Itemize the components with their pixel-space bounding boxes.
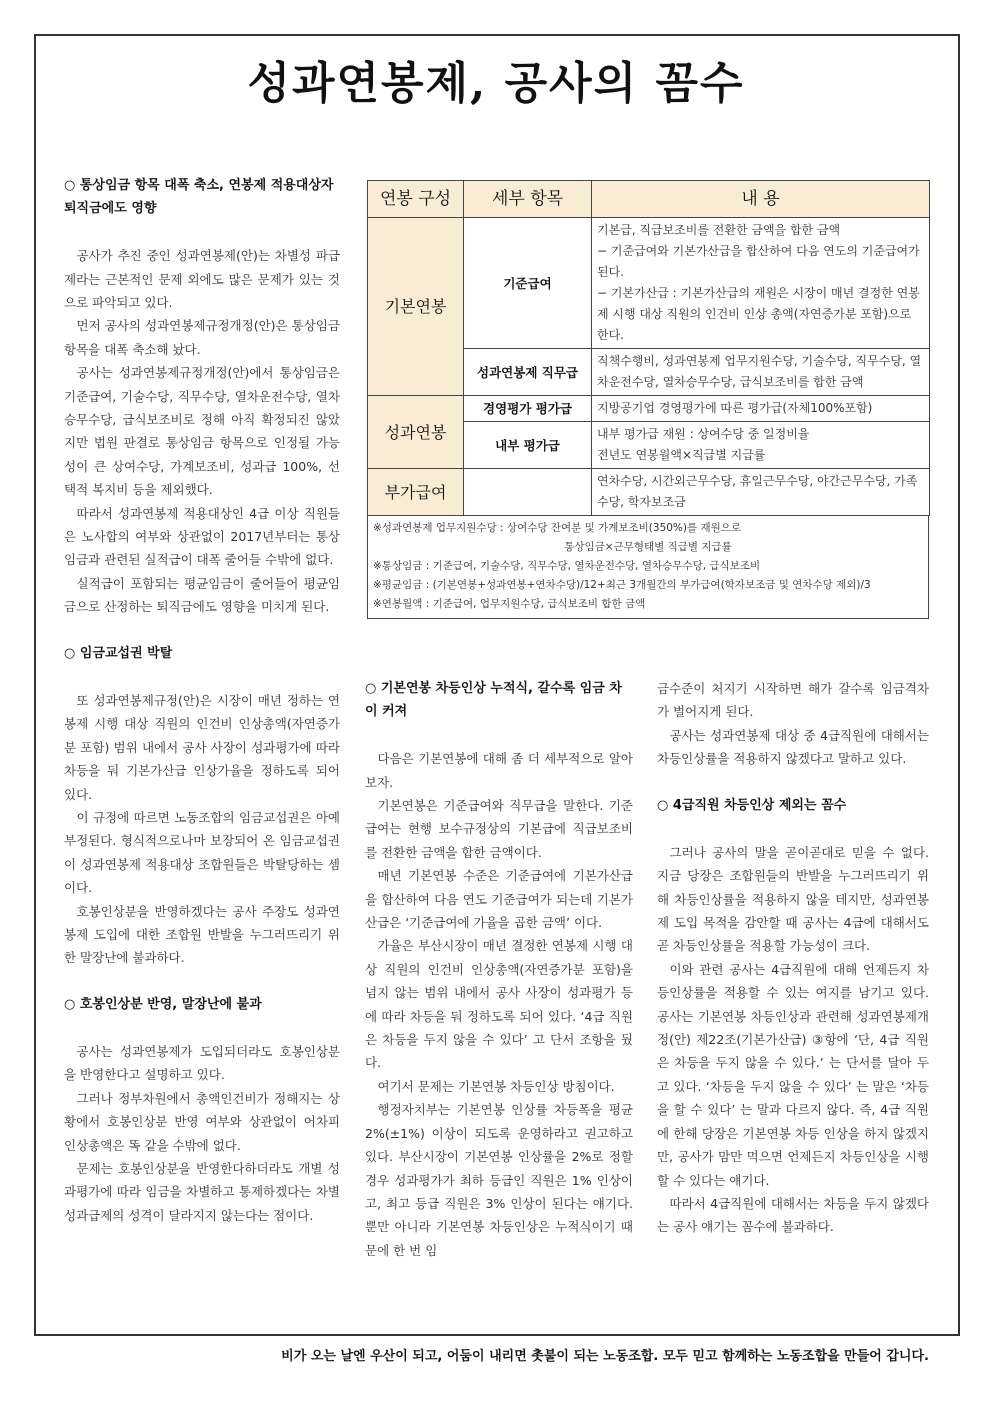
paragraph: 기본연봉은 기준급여와 직무급을 말한다. 기준급여는 현행 보수규정상의 기본급에 직급보조비를 전환한 금액을 합한 금액이다. [365,798,633,860]
item-cell: 기준급여 [464,218,592,349]
table-header: 연봉 구성 [368,181,464,218]
note-line: ※평균임금 : (기본연봉+성과연봉+연차수당)/12+최근 3개월간의 부가급여(학자보조금 및 연차수당 제외)/3 [373,579,871,591]
paragraph: 공사는 성과연봉제 대상 중 4급직원에 대해서는 차등인상률을 적용하지 않겠다고 말하고 있다. [657,727,929,767]
column-middle [365,677,633,1262]
group-cell: 성과연봉 [368,396,464,469]
note-line: ※연봉월액 : 기준급여, 업무지원수당, 급식보조비 합한 금액 [373,598,646,610]
paragraph: 공사가 추진 중인 성과연봉제(안)는 차별성 파급제라는 근본적인 문제 외에도 많은 문제가 있는 것으로 파악되고 있다. [64,248,340,311]
table-header: 세부 항목 [464,181,592,218]
paragraph: 공사는 성과연봉제규정개정(안)에서 통상임금은 기준급여, 기술수당, 직무수당, 열차운전수당, 열차승무수당, 급식보조비로 정해 아직 확정되진 않았지만 법원 판결로 통상임금 항목으로 인정될 가능성이 큰 상여수당, 가계보조비, 성과급 100%, 선택적 복지비 등을 제외했다. [64,365,340,498]
salary-structure-table [367,180,929,619]
paragraph: 다음은 기본연봉에 대해 좀 더 세부적으로 알아보자. [365,751,633,790]
paragraph: 그러나 정부차원에서 총액인건비가 정해지는 상황에서 호봉인상분 반영 여부와 상관없이 어차피 인상총액은 똑 같을 수밖에 없다. [64,1090,340,1153]
table-row [368,396,930,422]
content-cell: 기본급, 직급보조비를 전환한 금액을 합한 금액 − 기준급여와 기본가산급을 합산하여 다음 연도의 기준급여가 된다. − 기본가산급 : 기본가산급의 재원은 시장이 매년 결정한 연봉제 시행 대상 직원의 인건비 인상 총액(자연증가분 포함)으로 한다. [592,218,930,349]
table-header: 내 용 [592,181,930,218]
section-heading: ○ 기본연봉 차등인상 누적식, 갈수록 임금 차이 커져 [365,681,622,720]
content-cell: 직책수행비, 성과연봉제 업무지원수당, 기술수당, 직무수당, 열차운전수당, 열차승무수당, 급식보조비를 합한 금액 [592,349,930,396]
section-heading: ○ 4급직원 차등인상 제외는 꼼수 [657,798,847,814]
paragraph: 그러나 공사의 말을 곧이곧대로 믿을 수 없다. 지금 당장은 조합원들의 반발을 누그러뜨리기 위해 차등인상률을 적용하지 않을 테지만, 성과연봉제 도입 목적을 감안할 때 공사는 4급에 대해서도 곧 차등인상률을 적용할 가능성이 크다. [657,844,929,954]
paragraph: 여기서 문제는 기본연봉 차등인상 방침이다. [377,1078,615,1094]
paragraph: 따라서 4급직원에 대해서는 차등을 두지 않겠다는 공사 얘기는 꼼수에 불과하다. [657,1195,929,1235]
paragraph: 문제는 호봉인상분을 반영한다하더라도 개별 성과평가에 따라 임금을 차별하고 통제하겠다는 차별성과급제의 성격이 달라지지 않는다는 점이다. [64,1160,340,1223]
group-cell: 기본연봉 [368,218,464,396]
column-left [64,174,340,1227]
note-line: 통상임금×근무형태별 직급별 지급률 [564,541,732,553]
paragraph: 실적급이 포함되는 평균임금이 줄어들어 평균임금으로 산정하는 퇴직금에도 영향을 미치게 된다. [64,575,340,615]
footer-slogan: 비가 오는 날엔 우산이 되고, 어둠이 내리면 촛불이 되는 노동조합. 모두 믿고 함께하는 노동조합을 만들어 갑니다. [281,1349,929,1364]
table-row [368,218,930,349]
table-header-row [368,181,930,218]
note-line: ※성과연봉제 업무지원수당 : 상여수당 잔여분 및 가계보조비(350%)를 재원으로 [373,522,742,534]
note-line: ※통상임금 : 기준급여, 기술수당, 직무수당, 열차운전수당, 열차승무수당, 급식보조비 [373,560,761,572]
table-notes [367,516,929,619]
content-cell: 지방공기업 경영평가에 따른 평가급(자체100%포함) [592,396,930,422]
page-title: 성과연봉제, 공사의 꼼수 [247,58,745,109]
paragraph: 금수준이 처지기 시작하면 해가 갈수록 임금격차가 벌어지게 된다. [657,681,929,720]
section-heading: ○ 호봉인상분 반영, 말장난에 불과 [64,997,262,1013]
paragraph: 먼저 공사의 성과연봉제규정개정(안)은 통상임금 항목을 대폭 축소해 놨다. [64,318,340,357]
content-cell: 내부 평가급 재원 : 상여수당 중 일정비율 전년도 연봉월액×직급별 지급률 [592,422,930,469]
paragraph: 또 성과연봉제규정(안)은 시장이 매년 정하는 연봉제 시행 대상 직원의 인건비 인상총액(자연증가분 포함) 범위 내에서 공사 사장이 성과평가에 따라 차등을 둬 기본가산급 인상가율을 정하도록 되어 있다. [64,692,340,802]
paragraph: 따라서 성과연봉제 적용대상인 4급 이상 직원들은 노사합의 여부와 상관없이 2017년부터는 통상임금과 관련된 실적급이 대폭 줄어들 수밖에 없다. [64,505,340,568]
paragraph: 이 규정에 따르면 노동조합의 임금교섭권은 아예 부정된다. 형식적으로나마 보장되어 온 임금교섭권이 성과연봉제 적용대상 조합원들은 박탈당하는 셈이다. [64,809,340,896]
item-cell [464,469,592,516]
item-cell: 내부 평가급 [464,422,592,469]
item-cell: 경영평가 평가급 [464,396,592,422]
column-right [657,677,929,1239]
paragraph: 호봉인상분을 반영하겠다는 공사 주장도 성과연봉제 도입에 대한 조합원 반발을 누그러뜨리기 위한 말장난에 불과하다. [64,903,340,966]
table-row [368,469,930,516]
group-cell: 부가급여 [368,469,464,516]
section-heading: ○ 통상임금 항목 대폭 축소, 연봉제 적용대상자 퇴직금에도 영향 [64,178,334,217]
content-cell: 연차수당, 시간외근무수당, 휴일근무수당, 야간근무수당, 가족수당, 학자보조금 [592,469,930,516]
paragraph: 공사는 성과연봉제가 도입되더라도 호봉인상분을 반영한다고 설명하고 있다. [64,1043,340,1083]
paragraph: 행정자치부는 기본연봉 인상률 차등폭을 평균 2%(±1%) 이상이 되도록 운영하라고 권고하고 있다. 부산시장이 기본연봉 인상률을 2%로 정할 경우 성과평가가 최하 등급인 직원은 1% 인상이고, 최고 등급 직원은 3% 인상이 된다는 얘기다. 뿐만 아니라 기본연봉 차등인상은 누적식이기 때문에 한 번 임 [365,1102,633,1258]
section-heading: ○ 임금교섭권 박탈 [64,646,173,662]
paragraph: 가율은 부산시장이 매년 결정한 연봉제 시행 대상 직원의 인건비 인상총액(자연증가분 포함)을 넘지 않는 범위 내에서 공사 사장이 성과평가 등에 따라 차등을 둬 정하도록 되어 있다. ‘4급 직원은 차등을 두지 않을 수 있다’ 고 단서 조항을 뒀다. [365,938,633,1071]
paragraph: 이와 관련 공사는 4급직원에 대해 언제든지 차등인상률을 적용할 수 있는 여지를 남기고 있다. 공사는 기본연봉 차등인상과 관련해 성과연봉제개정(안) 제22조(기본가산급) ③항에 ‘단, 4급 직원은 차등을 두지 않을 수 있다.’ 는 단서를 달아 두고 있다. ‘차등을 두지 않을 수 있다’ 는 말은 ‘차등을 할 수 있다’ 는 말과 다르지 않다. 즉, 4급 직원에 한해 당장은 기본연봉 차등 인상을 하지 않겠지만, 공사가 맘만 먹으면 언제든지 차등인상을 시행할 수 있다는 얘기다. [657,961,929,1188]
item-cell: 성과연봉제 직무급 [464,349,592,396]
paragraph: 매년 기본연봉 수준은 기준급여에 기본가산급을 합산하여 다음 연도 기준급여가 되는데 기본가산급은 ‘기준급여에 가율을 곱한 금액’ 이다. [365,868,633,931]
